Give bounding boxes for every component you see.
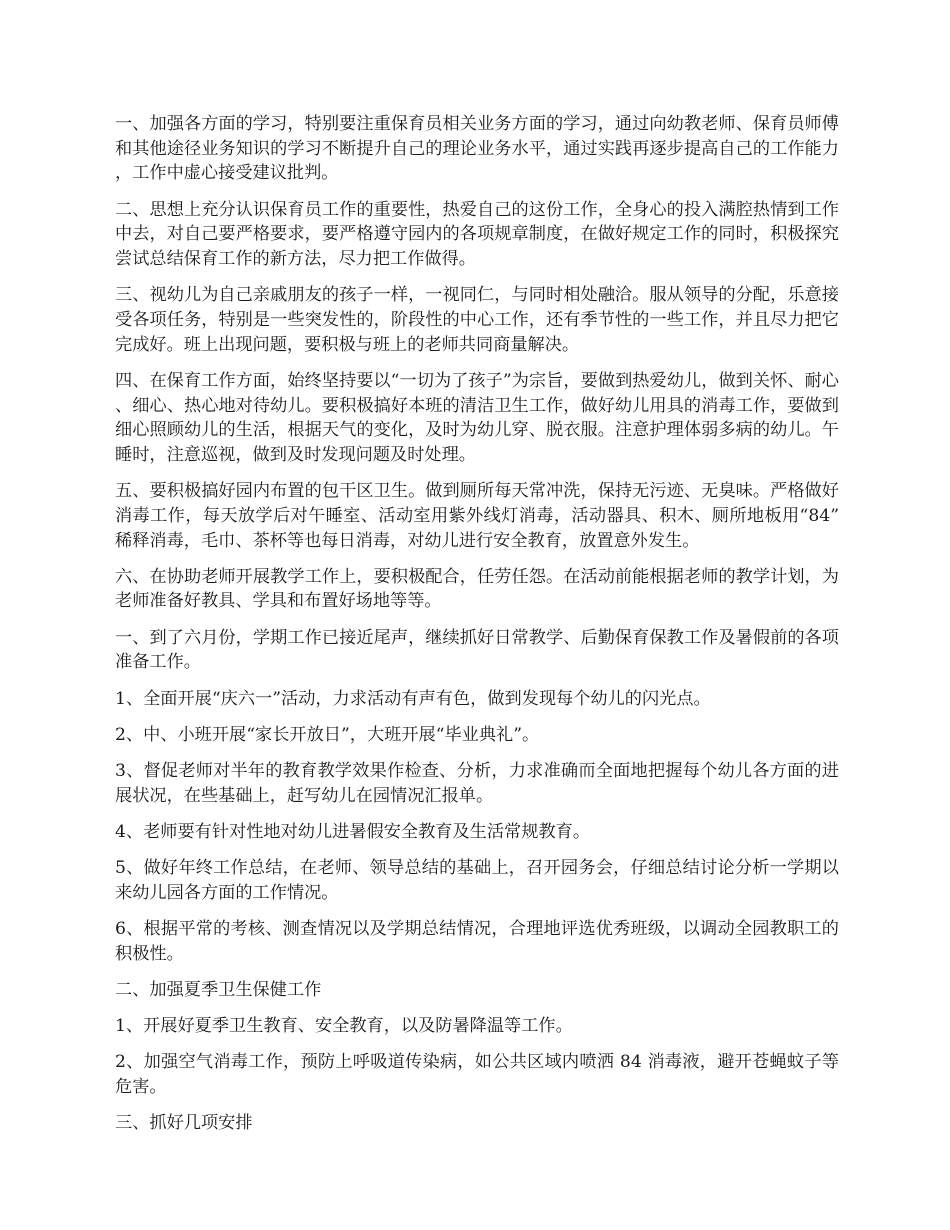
paragraph-2: 二、思想上充分认识保育员工作的重要性，热爱自己的这份工作，全身心的投入满腔热情到工作中去，对自己要严格要求，要严格遵守园内的各项规章制度，在做好规定工作的同时，积极探究尝试总结保育工作的新方法，尽力把工作做得。	[115, 199, 839, 270]
paragraph-11: 4、老师要有针对性地对幼儿进暑假安全教育及生活常规教育。	[115, 821, 591, 842]
paragraph-9: 2、中、小班开展“家长开放日”，大班开展“毕业典礼”。	[115, 724, 540, 745]
paragraph-5: 五、要积极搞好园内布置的包干区卫生。做到厕所每天常冲洗，保持无污迹、无臭味。严格做好消毒工作，每天放学后对午睡室、活动室用紫外线灯消毒，活动器具、积木、厕所地板用“84”稀释消毒，毛巾、茶杯等也每日消毒，对幼儿进行安全教育，放置意外发生。	[115, 481, 839, 551]
paragraph-6: 六、在协助老师开展教学工作上，要积极配合，任劳任怨。在活动前能根据老师的教学计划，为老师准备好教具、学具和布置好场地等等。	[115, 566, 839, 612]
paragraph-16: 2、加强空气消毒工作，预防上呼吸道传染病，如公共区域内喷洒 84 消毒液，避开苍蝇蚊子等危害。	[115, 1052, 839, 1097]
paragraph-8: 1、全面开展“庆六一”活动，力求活动有声有色，做到发现每个幼儿的闪光点。	[115, 688, 711, 709]
paragraph-1: 一、加强各方面的学习，特别要注重保育员相关业务方面的学习，通过向幼教老师、保育员师傅和其他途径业务知识的学习不断提升自己的理论业务水平，通过实践再逐步提高自己的工作能力，工作中虚心接受建议批判。	[115, 114, 839, 184]
paragraph-17: 三、抓好几项安排	[115, 1113, 253, 1134]
paragraph-13: 6、根据平常的考核、测查情况以及学期总结情况，合理地评选优秀班级，以调动全园教职工的积极性。	[115, 918, 839, 964]
paragraph-3: 三、视幼儿为自己亲戚朋友的孩子一样，一视同仁，与同时相处融洽。服从领导的分配，乐意接受各项任务，特别是一些突发性的，阶段性的中心工作，还有季节性的一些工作，并且尽力把它完成好。班上出现问题，要积极与班上的老师共同商量解决。	[115, 285, 839, 355]
paragraph-12: 5、做好年终工作总结，在老师、领导总结的基础上，召开园务会，仔细总结讨论分析一学期以来幼儿园各方面的工作情况。	[115, 858, 839, 903]
paragraph-14: 二、加强夏季卫生保健工作	[115, 979, 322, 1000]
paragraph-4: 四、在保育工作方面，始终坚持要以“一切为了孩子”为宗旨，要做到热爱幼儿，做到关怀、耐心、细心、热心地对待幼儿。要积极搞好本班的清洁卫生工作，做好幼儿用具的消毒工作，要做到细心照顾幼儿的生活，根据天气的变化，及时为幼儿穿、脱衣服。注意护理体弱多病的幼儿。午睡时，注意巡视，做到及时发现问题及时处理。	[115, 370, 839, 465]
paragraph-10: 3、督促老师对半年的教育教学效果作检查、分析，力求准确而全面地把握每个幼儿各方面的进展状况，在些基础上，赶写幼儿在园情况汇报单。	[115, 760, 839, 806]
paragraph-7: 一、到了六月份，学期工作已接近尾声，继续抓好日常教学、后勤保育保教工作及暑假前的各项准备工作。	[115, 627, 839, 673]
document-body	[115, 112, 839, 1147]
paragraph-15: 1、开展好夏季卫生教育、安全教育，以及防暑降温等工作。	[115, 1016, 573, 1037]
